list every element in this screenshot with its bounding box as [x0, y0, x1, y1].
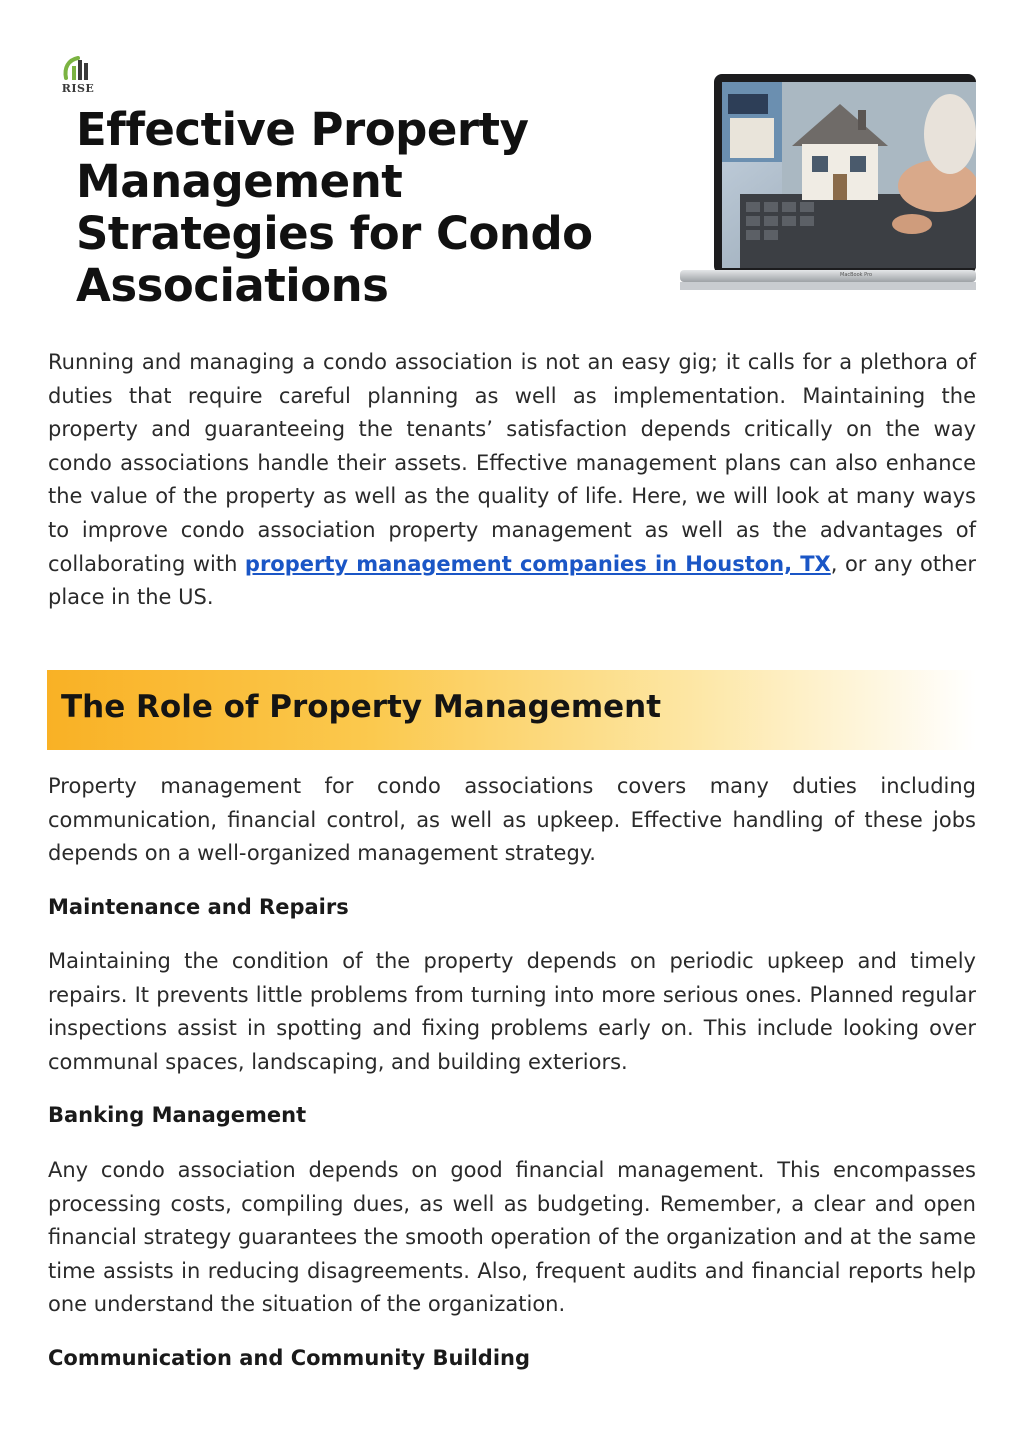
subsection-heading-banking: Banking Management — [48, 1103, 307, 1127]
intro-text-end: , or any other place in the US. — [48, 551, 976, 610]
laptop-house-illustration — [680, 74, 976, 298]
subsection-heading-communication: Communication and Community Building — [48, 1346, 531, 1370]
intro-text: Running and managing a condo association is not an easy gig; it calls for a plethora of duties that require careful planning as well as implementation. Maintaining the property and guaranteeing the tenants’ satisfaction depends critically on the way condo associations handle their assets. Effective management plans can also enhance the value of the property as well as the quality of life. Here, we will look at many ways to improve condo association property management as well as the advantages of collaborating with — [48, 350, 976, 576]
section-intro-paragraph: Property management for condo associations covers many duties including communication, financial control, as well as upkeep. Effective handling of these jobs depends on a well-organized management strategy. — [48, 774, 976, 866]
section-banner — [47, 670, 976, 750]
subsection-heading-maintenance: Maintenance and Repairs — [48, 895, 349, 919]
section-heading: The Role of Property Management — [61, 689, 662, 725]
subsection-text-banking: Any condo association depends on good financial management. This encompasses processing costs, compiling dues, as well as budgeting. Remember, a clear and open financial strategy guarantees the smooth operation of the organization and at the same time assists in reducing disagreements. Also, frequent audits and financial reports help one understand the situation of the organization. — [48, 1158, 976, 1317]
property-management-link[interactable]: property management companies in Houston, TX — [244, 551, 831, 576]
rise-logo — [58, 54, 98, 100]
intro-paragraph — [48, 346, 976, 615]
logo-bars-icon — [58, 54, 98, 84]
subsection-text-maintenance: Maintaining the condition of the property depends on periodic upkeep and timely repairs. It prevents little problems from turning into more serious ones. Planned regular inspections assist in spotting and fixing problems early on. This include looking over communal spaces, landscaping, and building exteriors. — [48, 949, 976, 1074]
logo-text: RISE — [61, 82, 95, 95]
page-title: Effective Property Management Strategies for Condo Associations — [76, 103, 593, 312]
hero-image — [680, 74, 976, 298]
laptop-label: MacBook Pro — [840, 272, 873, 278]
